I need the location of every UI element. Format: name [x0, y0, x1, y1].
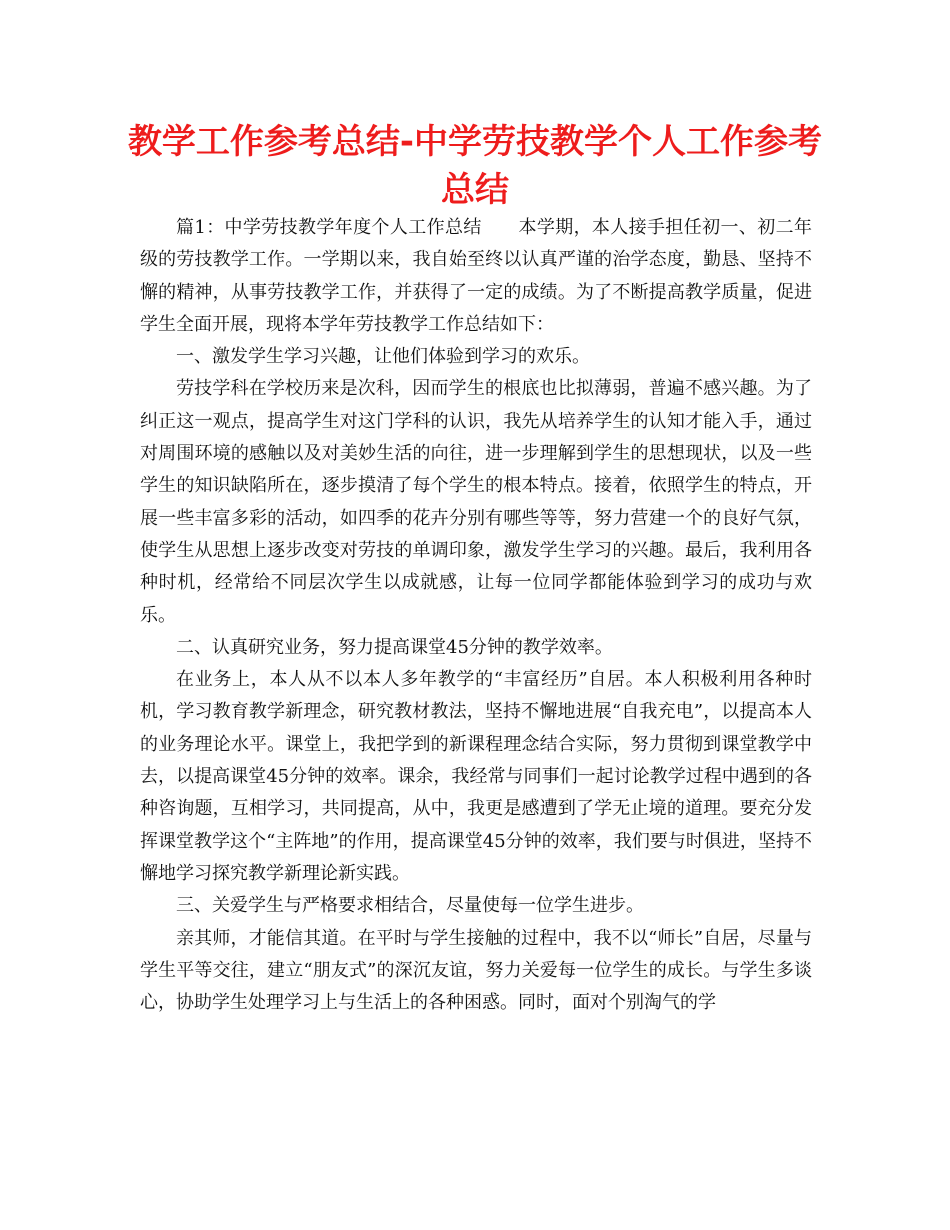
paragraph-section-2: 在业务上，本人从不以本人多年教学的“丰富经历”自居。本人积极利用各种时机，学习教育教学新理念，研究教材教法，坚持不懈地进展“自我充电”，以提高本人的业务理论水平。课堂上，我把学到的新课程理念结合实际，努力贯彻到课堂教学中去，以提高课堂45分钟的效率。课余，我经常与同事们一起讨论教学过程中遇到的各种咨询题，互相学习，共同提高，从中，我更是感遭到了学无止境的道理。要充分发挥课堂教学这个“主阵地”的作用，提高课堂45分钟的效率，我们要与时俱进，坚持不懈地学习探究教学新理论新实践。 [140, 669, 812, 884]
paragraph-section-1: 劳技学科在学校历来是次科，因而学生的根底也比拟薄弱，普遍不感兴趣。为了纠正这一观点，提高学生对这门学科的认识，我先从培养学生的认知才能入手，通过对周围环境的感触以及对美妙生活的向往，进一步理解到学生的思想现状，以及一些学生的知识缺陷所在，逐步摸清了每个学生的根本特点。接着，依照学生的特点，开展一些丰富多彩的活动，如四季的花卉分别有哪些等等，努力营建一个的良好气氛，使学生从思想上逐步改变对劳技的单调印象，激发学生学习的兴趣。最后，我利用各种时机，经常给不同层次学生以成就感，让每一位同学都能体验到学习的成功与欢乐。 [140, 378, 812, 626]
paragraph-section-3: 亲其师，才能信其道。在平时与学生接触的过程中，我不以“师长”自居，尽量与学生平等交往，建立“朋友式”的深沉友谊，努力关爱每一位学生的成长。与学生多谈心，协助学生处理学习上与生活上的各种困惑。同时，面对个别淘气的学 [140, 927, 812, 1014]
section-heading-2: 二、认真研究业务，努力提高课堂45分钟的教学效率。 [176, 636, 613, 658]
section-heading-3: 三、关爱学生与严格要求相结合，尽量使每一位学生进步。 [176, 895, 644, 917]
paragraph-intro: 篇1：中学劳技教学年度个人工作总结 本学期，本人接手担任初一、初二年级的劳技教学工作。一学期以来，我自始至终以认真严谨的治学态度，勤恳、坚持不懈的精神，从事劳技教学工作，并获得了一定的成绩。为了不断提高教学质量，促进学生全面开展，现将本学年劳技教学工作总结如下： [140, 217, 812, 335]
section-heading-1: 一、激发学生学习兴趣，让他们体验到学习的欢乐。 [176, 346, 590, 368]
document-body [140, 212, 812, 1019]
document-title: 教学工作参考总结-中学劳技教学个人工作参考总结 [127, 122, 823, 210]
